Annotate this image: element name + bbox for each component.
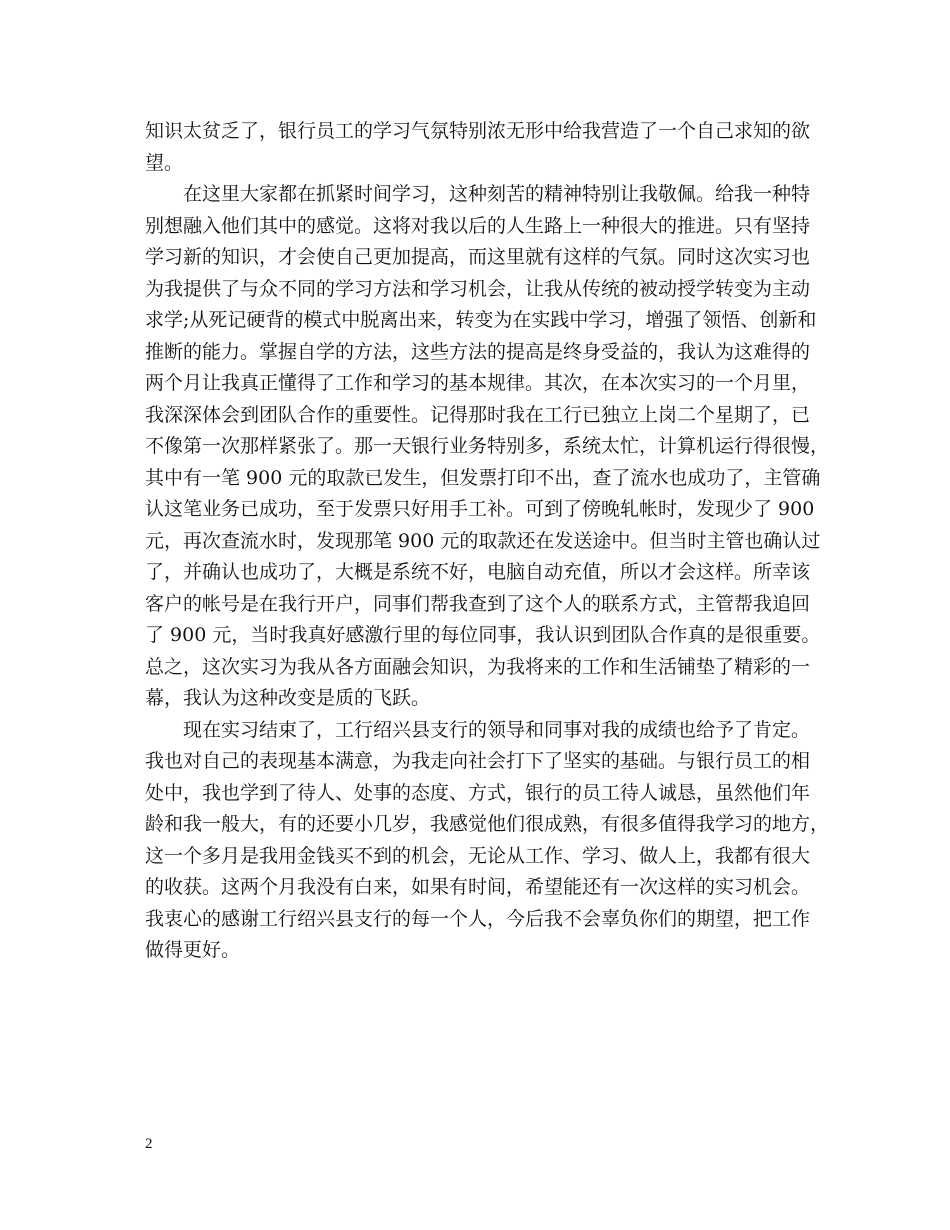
text-line: 知识太贫乏了，银行员工的学习气氛特别浓无形中给我营造了一个自己求知的欲 [145,120,811,142]
text-line: 其中有一笔 900 元的取款已发生，但发票打印不出，查了流水也成功了，主管确 [145,466,821,489]
paragraph-3 [145,715,830,967]
text-line: 我也对自己的表现基本满意，为我走向社会打下了坚实的基础。与银行员工的相 [145,750,811,772]
text-line: 幕，我认为这种改变是质的飞跃。 [145,687,431,709]
text-line: 认这笔业务已成功，至于发票只好用手工补。可到了傍晚轧帐时，发现少了 900 [145,498,815,520]
text-line: 这一个多月是我用金钱买不到的机会，无论从工作、学习、做人上，我都有很大 [145,844,811,867]
text-line: 龄和我一般大，有的还要小几岁，我感觉他们很成熟，有很多值得我学习的地方， [145,813,830,835]
paragraph-2 [145,179,830,715]
text-line: 了 900 元，当时我真好感激行里的每位同事，我认识到团队合作真的是很重要。 [145,624,821,646]
text-line: 我衷心的感谢工行绍兴县支行的每一个人，今后我不会辜负你们的期望，把工作 [145,907,811,930]
text-line: 两个月让我真正懂得了工作和学习的基本规律。其次，在本次实习的一个月里， [145,372,811,394]
page-number: 2 [145,1136,153,1152]
text-line: 了，并确认也成功了，大概是系统不好，电脑自动充值，所以才会这样。所幸该 [145,561,811,583]
text-line: 望。 [145,151,184,174]
text-line: 我深深体会到团队合作的重要性。记得那时我在工行已独立上岗二个星期了，已 [145,403,811,426]
text-line: 推断的能力。掌握自学的方法，这些方法的提高是终身受益的，我认为这难得的 [145,340,811,363]
paragraph-1 [145,116,810,179]
text-line: 学习新的知识，才会使自己更加提高，而这里就有这样的气氛。同时这次实习也 [145,246,811,268]
text-line: 不像第一次那样紧张了。那一天银行业务特别多，系统太忙，计算机运行得很慢， [145,435,830,457]
text-line: 现在实习结束了，工行绍兴县支行的领导和同事对我的成绩也给予了肯定。 [183,718,811,741]
document-body [145,116,830,967]
text-line: 总之，这次实习为我从各方面融会知识，为我将来的工作和生活铺垫了精彩的一 [145,655,811,678]
text-line: 做得更好。 [145,939,241,961]
text-line: 处中，我也学到了待人、处事的态度、方式，银行的员工待人诚恳，虽然他们年 [145,781,811,804]
text-line: 别想融入他们其中的感觉。这将对我以后的人生路上一种很大的推进。只有坚持 [145,214,811,237]
text-line: 求学;从死记硬背的模式中脱离出来，转变为在实践中学习，增强了领悟、创新和 [145,309,817,331]
text-line: 元，再次查流水时，发现那笔 900 元的取款还在发送途中。但当时主管也确认过 [145,529,821,552]
text-line: 为我提供了与众不同的学习方法和学习机会，让我从传统的被动授学转变为主动 [145,277,811,300]
text-line: 的收获。这两个月我没有白来，如果有时间，希望能还有一次这样的实习机会。 [145,876,811,898]
text-line: 客户的帐号是在我行开户，同事们帮我查到了这个人的联系方式，主管帮我追回 [145,592,811,615]
text-line: 在这里大家都在抓紧时间学习，这种刻苦的精神特别让我敬佩。给我一种特 [183,183,811,205]
